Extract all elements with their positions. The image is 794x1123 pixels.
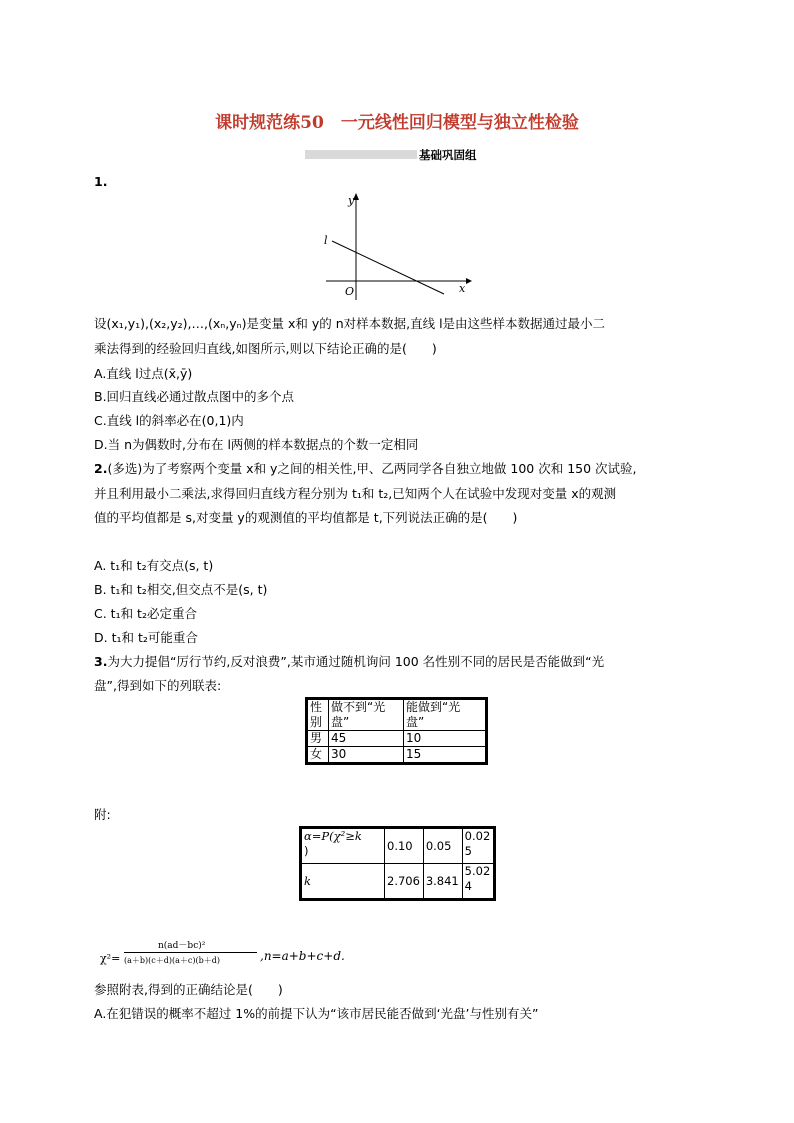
- q1-stem-line2: 乘法得到的经验回归直线,如图所示,则以下结论正确的是( ): [94, 341, 437, 356]
- section-bar: [305, 150, 417, 159]
- formula-denominator: (a＋b)(c＋d)(a＋c)(b＋d): [124, 956, 220, 965]
- alpha-label: α=P(χ²≥k ): [302, 829, 385, 864]
- q2-number: 2.: [94, 461, 108, 476]
- q3-option-a: A.在犯错误的概率不超过 1%的前提下认为“该市居民能否做到‘光盘’与性别有关”: [94, 1006, 539, 1021]
- cell-male-can: 10: [404, 731, 486, 747]
- q2-option-b: B. t₁和 t₂相交,但交点不是(s, t): [94, 582, 268, 597]
- alpha-005: 0.05: [423, 829, 462, 864]
- appendix-label: 附:: [94, 807, 111, 822]
- q1-option-d: D.当 n为偶数时,分布在 l两侧的样本数据点的个数一定相同: [94, 437, 419, 452]
- table-row: [302, 829, 494, 864]
- q1-number: 1.: [94, 174, 108, 189]
- formula-lhs: χ²=: [100, 952, 121, 965]
- page-title: 课时规范练50 一元线性回归模型与独立性检验: [215, 113, 579, 133]
- row-label-male: 男: [308, 731, 329, 747]
- k-label: k: [302, 864, 385, 899]
- q2-option-a: A. t₁和 t₂有交点(s, t): [94, 558, 214, 573]
- q2-option-d: D. t₁和 t₂可能重合: [94, 630, 198, 645]
- cell-female-cannot: 30: [329, 747, 404, 763]
- q3-ask: 参照附表,得到的正确结论是( ): [94, 982, 283, 997]
- q3-stem-line2: 盘”,得到如下的列联表:: [94, 678, 222, 693]
- cell-female-can: 15: [404, 747, 486, 763]
- header-can: 能做到“光 盘”: [404, 700, 486, 731]
- k-3841: 3.841: [423, 864, 462, 899]
- q2-stem-text1: (多选)为了考察两个变量 x和 y之间的相关性,甲、乙两同学各自独立地做 100 次和 150 次试验,: [107, 461, 637, 476]
- table-header-row: [308, 700, 486, 731]
- formula-numerator: n(ad－bc)²: [158, 941, 206, 951]
- x-axis-arrow: [466, 278, 472, 284]
- origin-label: O: [345, 285, 355, 298]
- q1-stem-line1: 设(x₁,y₁),(x₂,y₂),…,(xₙ,yₙ)是变量 x和 y的 n对样本数据,直线 l是由这些样本数据通过最小二: [94, 316, 606, 331]
- x-axis-label: x: [459, 282, 466, 295]
- table-row: [308, 747, 486, 763]
- y-axis-label: y: [348, 194, 355, 207]
- q3-stem-text1: 为大力提倡“厉行节约,反对浪费”,某市通过随机询问 100 名性别不同的居民是否能做到“光: [107, 654, 605, 669]
- alpha-0025: 0.02 5: [462, 829, 493, 864]
- q2-option-c: C. t₁和 t₂必定重合: [94, 606, 197, 621]
- table-row: [308, 731, 486, 747]
- line-label: l: [324, 234, 328, 247]
- q1-option-a: A.直线 l过点(x̄,ȳ): [94, 366, 193, 381]
- cell-male-cannot: 45: [329, 731, 404, 747]
- header-gender: 性 别: [308, 700, 329, 731]
- header-cannot: 做不到“光 盘”: [329, 700, 404, 731]
- critical-value-table: [301, 828, 494, 899]
- row-label-female: 女: [308, 747, 329, 763]
- section-label: 基础巩固组: [419, 148, 477, 162]
- q3-stem-line1: [94, 652, 604, 671]
- q3-number: 3.: [94, 654, 108, 669]
- k-2706: 2.706: [385, 864, 424, 899]
- formula-tail: ,n=a+b+c+d.: [260, 949, 345, 963]
- q2-stem-line2: 并且利用最小二乘法,求得回归直线方程分别为 t₁和 t₂,已知两个人在试验中发现对变量 x的观测: [94, 486, 617, 501]
- alpha-010: 0.10: [385, 829, 424, 864]
- q1-option-b: B.回归直线必通过散点图中的多个点: [94, 389, 295, 404]
- q1-regression-graph: [318, 188, 478, 308]
- table-row: [302, 864, 494, 899]
- q2-stem-line1: [94, 459, 637, 478]
- k-5024: 5.02 4: [462, 864, 493, 899]
- q2-stem-line3: 值的平均值都是 s,对变量 y的观测值的平均值都是 t,下列说法正确的是( ): [94, 510, 518, 525]
- q1-option-c: C.直线 l的斜率必在(0,1)内: [94, 413, 244, 428]
- contingency-table: [307, 699, 486, 763]
